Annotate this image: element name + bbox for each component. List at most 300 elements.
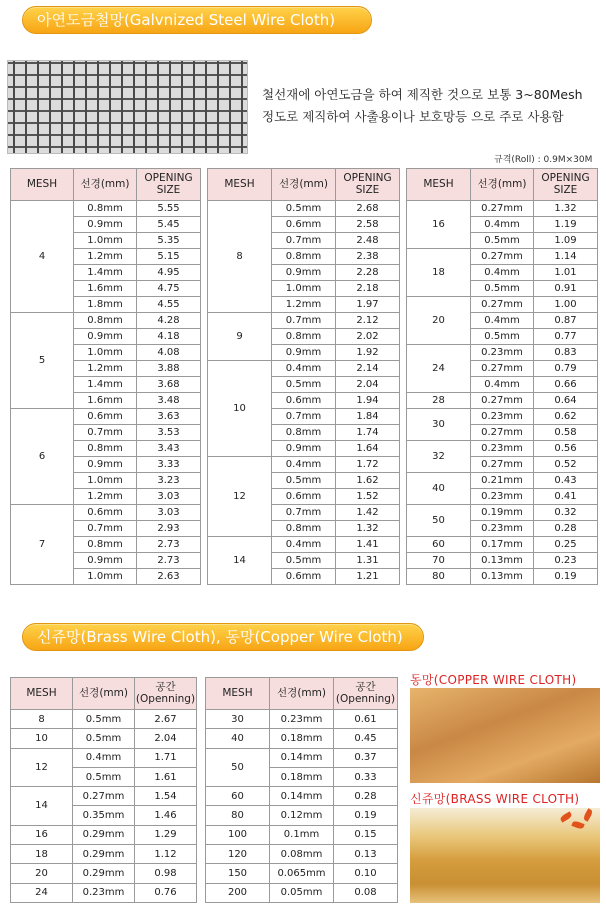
mesh-cell: 18 xyxy=(407,249,471,297)
mesh-cell: 9 xyxy=(208,313,272,361)
mesh-cell: 24 xyxy=(407,345,471,393)
mesh-cell: 150 xyxy=(206,864,270,883)
opening-cell: 4.28 xyxy=(137,313,201,329)
mesh-cell: 60 xyxy=(407,537,471,553)
diameter-cell: 1.2mm xyxy=(74,489,137,505)
mesh-cell: 80 xyxy=(206,806,270,825)
table-header-row xyxy=(407,169,598,201)
mesh-cell: 16 xyxy=(11,825,73,844)
diameter-cell: 0.27mm xyxy=(471,201,534,217)
diameter-cell: 0.27mm xyxy=(471,393,534,409)
opening-cell: 0.32 xyxy=(534,505,598,521)
header-opening-size-line: OPENING xyxy=(343,171,392,184)
opening-cell: 0.37 xyxy=(334,748,398,767)
table-header-row xyxy=(11,169,201,201)
table-row xyxy=(11,787,197,806)
diameter-cell: 0.6mm xyxy=(74,505,137,521)
table-row xyxy=(11,201,201,217)
table-row xyxy=(11,313,201,329)
roll-spec: 규격(Roll) : 0.9M×30M xyxy=(494,155,593,165)
table-row xyxy=(11,825,197,844)
opening-cell: 5.55 xyxy=(137,201,201,217)
mesh-cell: 70 xyxy=(407,553,471,569)
table-row xyxy=(11,409,201,425)
opening-cell: 1.41 xyxy=(336,537,400,553)
mesh-cell: 5 xyxy=(11,313,74,409)
section-title-galvanized: 아연도금철망(Galvnized Steel Wire Cloth) xyxy=(22,6,372,34)
opening-cell: 1.01 xyxy=(534,265,598,281)
table-row xyxy=(407,393,598,409)
opening-cell: 0.19 xyxy=(534,569,598,585)
mesh-cell: 50 xyxy=(407,505,471,537)
opening-cell: 1.71 xyxy=(135,748,197,767)
diameter-cell: 0.9mm xyxy=(272,265,336,281)
diameter-cell: 1.2mm xyxy=(74,361,137,377)
header-mesh xyxy=(206,678,270,710)
leaf-decoration xyxy=(582,808,593,821)
header-diameter xyxy=(73,678,135,710)
diameter-cell: 0.23mm xyxy=(471,345,534,361)
table-row xyxy=(11,748,197,767)
table-row xyxy=(206,864,398,883)
diameter-cell: 0.9mm xyxy=(74,329,137,345)
table-row xyxy=(407,297,598,313)
table-row xyxy=(11,883,197,902)
diameter-cell: 0.5mm xyxy=(471,329,534,345)
table-row xyxy=(11,845,197,864)
table-row xyxy=(407,345,598,361)
diameter-cell: 0.35mm xyxy=(73,806,135,825)
diameter-cell: 0.065mm xyxy=(270,864,334,883)
diameter-cell: 0.5mm xyxy=(73,767,135,786)
opening-cell: 1.42 xyxy=(336,505,400,521)
opening-cell: 1.54 xyxy=(135,787,197,806)
diameter-cell: 1.0mm xyxy=(74,569,137,585)
opening-cell: 1.29 xyxy=(135,825,197,844)
diameter-cell: 0.9mm xyxy=(272,345,336,361)
header-mesh xyxy=(11,678,73,710)
diameter-cell: 0.7mm xyxy=(272,505,336,521)
mesh-cell: 80 xyxy=(407,569,471,585)
diameter-cell: 0.9mm xyxy=(272,441,336,457)
mesh-cell: 10 xyxy=(11,729,73,748)
diameter-cell: 0.7mm xyxy=(74,521,137,537)
opening-cell: 0.28 xyxy=(534,521,598,537)
diameter-cell: 1.6mm xyxy=(74,281,137,297)
opening-cell: 0.58 xyxy=(534,425,598,441)
opening-cell: 3.88 xyxy=(137,361,201,377)
table-row xyxy=(407,473,598,489)
mesh-cell: 32 xyxy=(407,441,471,473)
opening-cell: 1.84 xyxy=(336,409,400,425)
opening-cell: 2.68 xyxy=(336,201,400,217)
table-row xyxy=(206,825,398,844)
diameter-cell: 0.13mm xyxy=(471,553,534,569)
header-diameter xyxy=(74,169,137,201)
opening-cell: 0.33 xyxy=(334,767,398,786)
header-mesh-line: MESH xyxy=(222,686,253,699)
mesh-cell: 120 xyxy=(206,845,270,864)
table-row xyxy=(407,505,598,521)
opening-cell: 0.23 xyxy=(534,553,598,569)
diameter-cell: 0.1mm xyxy=(270,825,334,844)
header-opening-size xyxy=(534,169,598,201)
mesh-cell: 28 xyxy=(407,393,471,409)
opening-cell: 0.08 xyxy=(334,883,398,902)
intro-line-2: 정도로 제직하여 사출용이나 보호망등 으로 주로 사용함 xyxy=(262,109,564,124)
mesh-cell: 24 xyxy=(11,883,73,902)
table-row xyxy=(206,845,398,864)
diameter-cell: 0.8mm xyxy=(272,329,336,345)
header-opening-size xyxy=(336,169,400,201)
opening-cell: 3.03 xyxy=(137,505,201,521)
table-row xyxy=(407,537,598,553)
diameter-cell: 0.5mm xyxy=(471,281,534,297)
diameter-cell: 0.27mm xyxy=(471,457,534,473)
mesh-cell: 14 xyxy=(208,537,272,585)
table-header-row xyxy=(206,678,398,710)
opening-cell: 0.61 xyxy=(334,710,398,729)
diameter-cell: 0.21mm xyxy=(471,473,534,489)
diameter-cell: 0.7mm xyxy=(272,233,336,249)
diameter-cell: 0.6mm xyxy=(272,217,336,233)
opening-cell: 1.00 xyxy=(534,297,598,313)
mesh-cell: 50 xyxy=(206,748,270,787)
opening-cell: 3.48 xyxy=(137,393,201,409)
opening-cell: 0.19 xyxy=(334,806,398,825)
diameter-cell: 0.4mm xyxy=(272,361,336,377)
diameter-cell: 0.27mm xyxy=(471,425,534,441)
header-mesh xyxy=(407,169,471,201)
diameter-cell: 0.27mm xyxy=(471,297,534,313)
diameter-cell: 0.5mm xyxy=(471,233,534,249)
opening-cell: 1.61 xyxy=(135,767,197,786)
table-row xyxy=(407,201,598,217)
leaf-decoration xyxy=(559,811,572,822)
mesh-cell: 4 xyxy=(11,201,74,313)
opening-cell: 1.09 xyxy=(534,233,598,249)
opening-cell: 2.12 xyxy=(336,313,400,329)
opening-cell: 1.12 xyxy=(135,845,197,864)
brass-cloth-image xyxy=(410,808,600,903)
intro-text xyxy=(262,84,602,128)
diameter-cell: 0.13mm xyxy=(471,569,534,585)
diameter-cell: 1.2mm xyxy=(272,297,336,313)
diameter-cell: 0.6mm xyxy=(272,569,336,585)
galvanized-table-1 xyxy=(10,168,201,585)
diameter-cell: 0.4mm xyxy=(272,537,336,553)
opening-cell: 2.04 xyxy=(336,377,400,393)
opening-cell: 0.41 xyxy=(534,489,598,505)
opening-cell: 2.93 xyxy=(137,521,201,537)
table-row xyxy=(206,806,398,825)
diameter-cell: 1.0mm xyxy=(74,233,137,249)
table-row xyxy=(407,249,598,265)
diameter-cell: 0.27mm xyxy=(471,249,534,265)
header-opening-size-line: OPENING xyxy=(541,171,590,184)
mesh-cell: 20 xyxy=(407,297,471,345)
diameter-cell: 0.5mm xyxy=(272,201,336,217)
opening-cell: 2.48 xyxy=(336,233,400,249)
table-row xyxy=(11,710,197,729)
diameter-cell: 0.8mm xyxy=(74,313,137,329)
diameter-cell: 0.18mm xyxy=(270,729,334,748)
diameter-cell: 0.29mm xyxy=(73,825,135,844)
intro-line-1: 철선재에 아연도금을 하여 제직한 것으로 보통 3~80Mesh xyxy=(262,87,583,102)
table-row xyxy=(407,409,598,425)
opening-cell: 0.28 xyxy=(334,787,398,806)
diameter-cell: 0.23mm xyxy=(471,521,534,537)
opening-cell: 1.74 xyxy=(336,425,400,441)
diameter-cell: 0.6mm xyxy=(74,409,137,425)
opening-cell: 0.77 xyxy=(534,329,598,345)
header-diameter xyxy=(270,678,334,710)
header-mesh-line: MESH xyxy=(224,177,255,190)
opening-cell: 2.38 xyxy=(336,249,400,265)
mesh-cell: 14 xyxy=(11,787,73,826)
diameter-cell: 0.9mm xyxy=(74,553,137,569)
opening-cell: 1.97 xyxy=(336,297,400,313)
header-diameter-line: 선경(mm) xyxy=(79,686,128,699)
diameter-cell: 0.23mm xyxy=(73,883,135,902)
diameter-cell: 0.9mm xyxy=(74,457,137,473)
header-opening-line: (Openning) xyxy=(335,692,396,705)
opening-cell: 3.68 xyxy=(137,377,201,393)
diameter-cell: 0.5mm xyxy=(272,377,336,393)
opening-cell: 3.63 xyxy=(137,409,201,425)
mesh-cell: 16 xyxy=(407,201,471,249)
opening-cell: 5.45 xyxy=(137,217,201,233)
mesh-cell: 40 xyxy=(407,473,471,505)
mesh-cell: 8 xyxy=(11,710,73,729)
header-mesh-line: MESH xyxy=(26,177,58,190)
diameter-cell: 1.0mm xyxy=(74,473,137,489)
header-diameter xyxy=(272,169,336,201)
opening-cell: 2.58 xyxy=(336,217,400,233)
table-row xyxy=(206,748,398,767)
mesh-cell: 60 xyxy=(206,787,270,806)
table-row xyxy=(407,441,598,457)
table-header-row xyxy=(11,678,197,710)
opening-cell: 1.14 xyxy=(534,249,598,265)
diameter-cell: 0.4mm xyxy=(471,377,534,393)
header-opening-line: 공간 xyxy=(155,680,176,693)
diameter-cell: 0.8mm xyxy=(74,441,137,457)
diameter-cell: 1.6mm xyxy=(74,393,137,409)
opening-cell: 1.19 xyxy=(534,217,598,233)
diameter-cell: 0.6mm xyxy=(272,393,336,409)
brass-cloth-label: 신쥬망(BRASS WIRE CLOTH) xyxy=(410,792,580,806)
mesh-cell: 6 xyxy=(11,409,74,505)
diameter-cell: 0.18mm xyxy=(270,767,334,786)
diameter-cell: 1.0mm xyxy=(272,281,336,297)
diameter-cell: 0.8mm xyxy=(272,249,336,265)
opening-cell: 1.64 xyxy=(336,441,400,457)
table-row xyxy=(208,201,400,217)
table-row xyxy=(206,883,398,902)
diameter-cell: 0.05mm xyxy=(270,883,334,902)
opening-cell: 0.76 xyxy=(135,883,197,902)
opening-cell: 3.03 xyxy=(137,489,201,505)
opening-cell: 2.14 xyxy=(336,361,400,377)
opening-cell: 0.64 xyxy=(534,393,598,409)
table-row xyxy=(208,457,400,473)
header-opening-line: (Openning) xyxy=(135,692,196,705)
header-mesh xyxy=(208,169,272,201)
diameter-cell: 0.5mm xyxy=(73,729,135,748)
opening-cell: 1.52 xyxy=(336,489,400,505)
diameter-cell: 0.5mm xyxy=(73,710,135,729)
opening-cell: 0.62 xyxy=(534,409,598,425)
diameter-cell: 0.7mm xyxy=(272,313,336,329)
header-diameter-line: 선경(mm) xyxy=(277,686,326,699)
opening-cell: 3.33 xyxy=(137,457,201,473)
opening-cell: 0.83 xyxy=(534,345,598,361)
header-opening-size-line: SIZE xyxy=(553,183,578,196)
diameter-cell: 0.12mm xyxy=(270,806,334,825)
diameter-cell: 1.4mm xyxy=(74,265,137,281)
opening-cell: 0.15 xyxy=(334,825,398,844)
diameter-cell: 1.2mm xyxy=(74,249,137,265)
opening-cell: 2.02 xyxy=(336,329,400,345)
opening-cell: 1.92 xyxy=(336,345,400,361)
diameter-cell: 0.29mm xyxy=(73,845,135,864)
mesh-cell: 12 xyxy=(11,748,73,787)
diameter-cell: 0.17mm xyxy=(471,537,534,553)
copper-cloth-image xyxy=(410,688,600,783)
diameter-cell: 0.4mm xyxy=(471,217,534,233)
diameter-cell: 0.5mm xyxy=(272,473,336,489)
mesh-cell: 7 xyxy=(11,505,74,585)
table-row xyxy=(206,710,398,729)
galvanized-table-2 xyxy=(207,168,400,585)
opening-cell: 1.32 xyxy=(336,521,400,537)
opening-cell: 0.10 xyxy=(334,864,398,883)
opening-cell: 3.23 xyxy=(137,473,201,489)
header-mesh-line: MESH xyxy=(423,177,454,190)
diameter-cell: 0.8mm xyxy=(272,425,336,441)
opening-cell: 0.91 xyxy=(534,281,598,297)
diameter-cell: 0.7mm xyxy=(272,409,336,425)
table-row xyxy=(208,361,400,377)
opening-cell: 1.32 xyxy=(534,201,598,217)
diameter-cell: 0.4mm xyxy=(471,265,534,281)
diameter-cell: 0.19mm xyxy=(471,505,534,521)
diameter-cell: 1.0mm xyxy=(74,345,137,361)
mesh-cell: 200 xyxy=(206,883,270,902)
diameter-cell: 1.8mm xyxy=(74,297,137,313)
diameter-cell: 0.8mm xyxy=(272,521,336,537)
mesh-cell: 8 xyxy=(208,201,272,313)
brass-copper-table-2 xyxy=(205,677,398,903)
diameter-cell: 0.8mm xyxy=(74,201,137,217)
diameter-cell: 0.23mm xyxy=(270,710,334,729)
opening-cell: 1.21 xyxy=(336,569,400,585)
header-diameter-line: 선경(mm) xyxy=(80,177,130,190)
section-title-brass-copper: 신쥬망(Brass Wire Cloth), 동망(Copper Wire Cloth) xyxy=(22,623,424,651)
table-header-row xyxy=(208,169,400,201)
mesh-cell: 100 xyxy=(206,825,270,844)
header-opening-size xyxy=(137,169,201,201)
opening-cell: 2.73 xyxy=(137,553,201,569)
header-opening xyxy=(135,678,197,710)
header-mesh-line: MESH xyxy=(26,686,57,699)
opening-cell: 4.18 xyxy=(137,329,201,345)
diameter-cell: 0.8mm xyxy=(74,537,137,553)
diameter-cell: 0.29mm xyxy=(73,864,135,883)
header-diameter-line: 선경(mm) xyxy=(477,177,527,190)
opening-cell: 0.66 xyxy=(534,377,598,393)
opening-cell: 2.04 xyxy=(135,729,197,748)
table-row xyxy=(11,729,197,748)
header-mesh xyxy=(11,169,74,201)
opening-cell: 4.08 xyxy=(137,345,201,361)
mesh-cell: 10 xyxy=(208,361,272,457)
opening-cell: 0.56 xyxy=(534,441,598,457)
opening-cell: 4.95 xyxy=(137,265,201,281)
opening-cell: 0.43 xyxy=(534,473,598,489)
opening-cell: 4.55 xyxy=(137,297,201,313)
header-opening-size-line: OPENING xyxy=(144,171,193,184)
mesh-cell: 20 xyxy=(11,864,73,883)
opening-cell: 0.87 xyxy=(534,313,598,329)
galvanized-mesh-image xyxy=(7,60,248,154)
opening-cell: 1.31 xyxy=(336,553,400,569)
diameter-cell: 0.27mm xyxy=(471,361,534,377)
diameter-cell: 0.23mm xyxy=(471,441,534,457)
diameter-cell: 0.4mm xyxy=(471,313,534,329)
opening-cell: 1.46 xyxy=(135,806,197,825)
opening-cell: 2.28 xyxy=(336,265,400,281)
diameter-cell: 0.23mm xyxy=(471,489,534,505)
table-row xyxy=(206,729,398,748)
table-row xyxy=(11,505,201,521)
opening-cell: 4.75 xyxy=(137,281,201,297)
galvanized-table-3 xyxy=(406,168,598,585)
opening-cell: 2.73 xyxy=(137,537,201,553)
table-row xyxy=(11,864,197,883)
mesh-cell: 30 xyxy=(206,710,270,729)
diameter-cell: 0.23mm xyxy=(471,409,534,425)
header-opening-line: 공간 xyxy=(355,680,376,693)
table-row xyxy=(208,313,400,329)
opening-cell: 0.45 xyxy=(334,729,398,748)
table-row xyxy=(206,787,398,806)
mesh-cell: 30 xyxy=(407,409,471,441)
diameter-cell: 0.6mm xyxy=(272,489,336,505)
opening-cell: 3.43 xyxy=(137,441,201,457)
header-diameter-line: 선경(mm) xyxy=(279,177,328,190)
diameter-cell: 0.4mm xyxy=(73,748,135,767)
diameter-cell: 0.08mm xyxy=(270,845,334,864)
opening-cell: 0.13 xyxy=(334,845,398,864)
opening-cell: 5.35 xyxy=(137,233,201,249)
table-row xyxy=(407,553,598,569)
opening-cell: 1.72 xyxy=(336,457,400,473)
diameter-cell: 0.14mm xyxy=(270,787,334,806)
diameter-cell: 0.9mm xyxy=(74,217,137,233)
opening-cell: 0.52 xyxy=(534,457,598,473)
opening-cell: 0.98 xyxy=(135,864,197,883)
opening-cell: 0.79 xyxy=(534,361,598,377)
opening-cell: 1.94 xyxy=(336,393,400,409)
mesh-cell: 18 xyxy=(11,845,73,864)
diameter-cell: 1.4mm xyxy=(74,377,137,393)
diameter-cell: 0.4mm xyxy=(272,457,336,473)
copper-cloth-label: 동망(COPPER WIRE CLOTH) xyxy=(410,673,577,687)
diameter-cell: 0.14mm xyxy=(270,748,334,767)
opening-cell: 2.67 xyxy=(135,710,197,729)
